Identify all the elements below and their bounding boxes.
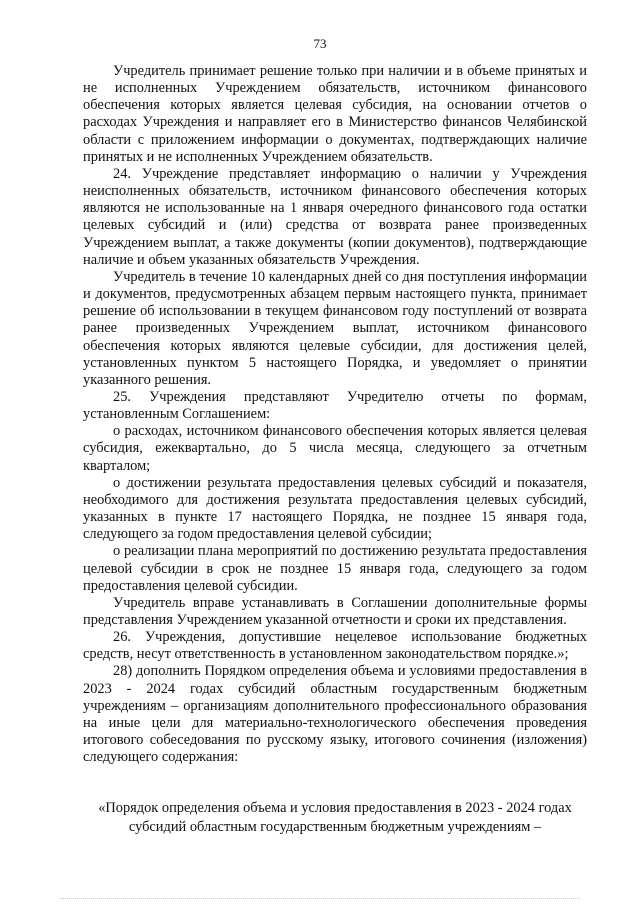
paragraph-item-24: 24. Учреждение представляет информацию о наличии у Учреждения неисполненных обязательств, источником финансового обеспечения которых являются не использованные на 1 января очередного финансового года остатки целевых субсидий и (или) средства от возврата ранее произведенных Учреждением выплат, а также документы (копии документов), подтверждающие наличие и объем указанных обязательств Учреждения. [83, 165, 587, 268]
paragraph-report-results: о достижении результата предоставления целевых субсидий и показателя, необходимого для достижения результата предоставления целевых субсидий, указанных в пункте 17 настоящего Порядка, не позднее 15 января года, следующего за годом предоставления целевой субсидии; [83, 474, 587, 543]
paragraph-additional-forms: Учредитель вправе устанавливать в Соглашении дополнительные формы представления Учреждением указанной отчетности и сроки их представления. [83, 594, 587, 628]
document-body [83, 63, 587, 766]
section-heading [70, 799, 600, 837]
paragraph-report-plan: о реализации плана мероприятий по достижению результата предоставления целевой субсидии в срок не позднее 15 января года, следующего за годом предоставления целевой субсидии. [83, 543, 587, 594]
paragraph-founder-decision: Учредитель принимает решение только при наличии и в объеме принятых и не исполненных Учреждением обязательств, источником финансового обеспечения которых является целевая субсидия, на основании отчетов о расходах Учреждения и направляет его в Министерство финансов Челябинской области с приложением информации о документах, подтверждающих наличие принятых и не исполненных Учреждением обязательств. [83, 63, 587, 165]
page-bottom-divider [60, 898, 580, 899]
paragraph-founder-review: Учредитель в течение 10 календарных дней со дня поступления информации и документов, предусмотренных абзацем первым настоящего пункта, принимает решение об использовании в текущем финансовом году поступлений от возврата ранее произведенных Учреждением выплат, источником финансового обеспечения которых являются целевые субсидии, для достижения целей, установленных пунктом 5 настоящего Порядка, и уведомляет о принятии указанного решения. [83, 268, 587, 388]
paragraph-item-25: 25. Учреждения представляют Учредителю отчеты по формам, установленным Соглашением: [83, 388, 587, 423]
section-heading-line-1: «Порядок определения объема и условия предоставления в 2023 - 2024 годах [98, 800, 572, 816]
paragraph-item-28: 28) дополнить Порядком определения объема и условиями предоставления в 2023 - 2024 годах субсидий областным государственным бюджетным учреждениям – организациям дополнительного профессионального образования на иные цели для материально-технологического обеспечения проведения итогового собеседования по русскому языку, итогового сочинения (изложения) следующего содержания: [83, 663, 587, 766]
page-number: 73 [313, 36, 327, 51]
section-heading-line-2: субсидий областным государственным бюджетным учреждениям – [128, 819, 542, 835]
paragraph-item-26: 26. Учреждения, допустившие нецелевое использование бюджетных средств, несут ответственность в установленном законодательством порядке.»; [83, 629, 587, 663]
paragraph-report-expenses: о расходах, источником финансового обеспечения которых является целевая субсидия, ежеквартально, до 5 числа месяца, следующего за отчетным кварталом; [83, 423, 587, 474]
